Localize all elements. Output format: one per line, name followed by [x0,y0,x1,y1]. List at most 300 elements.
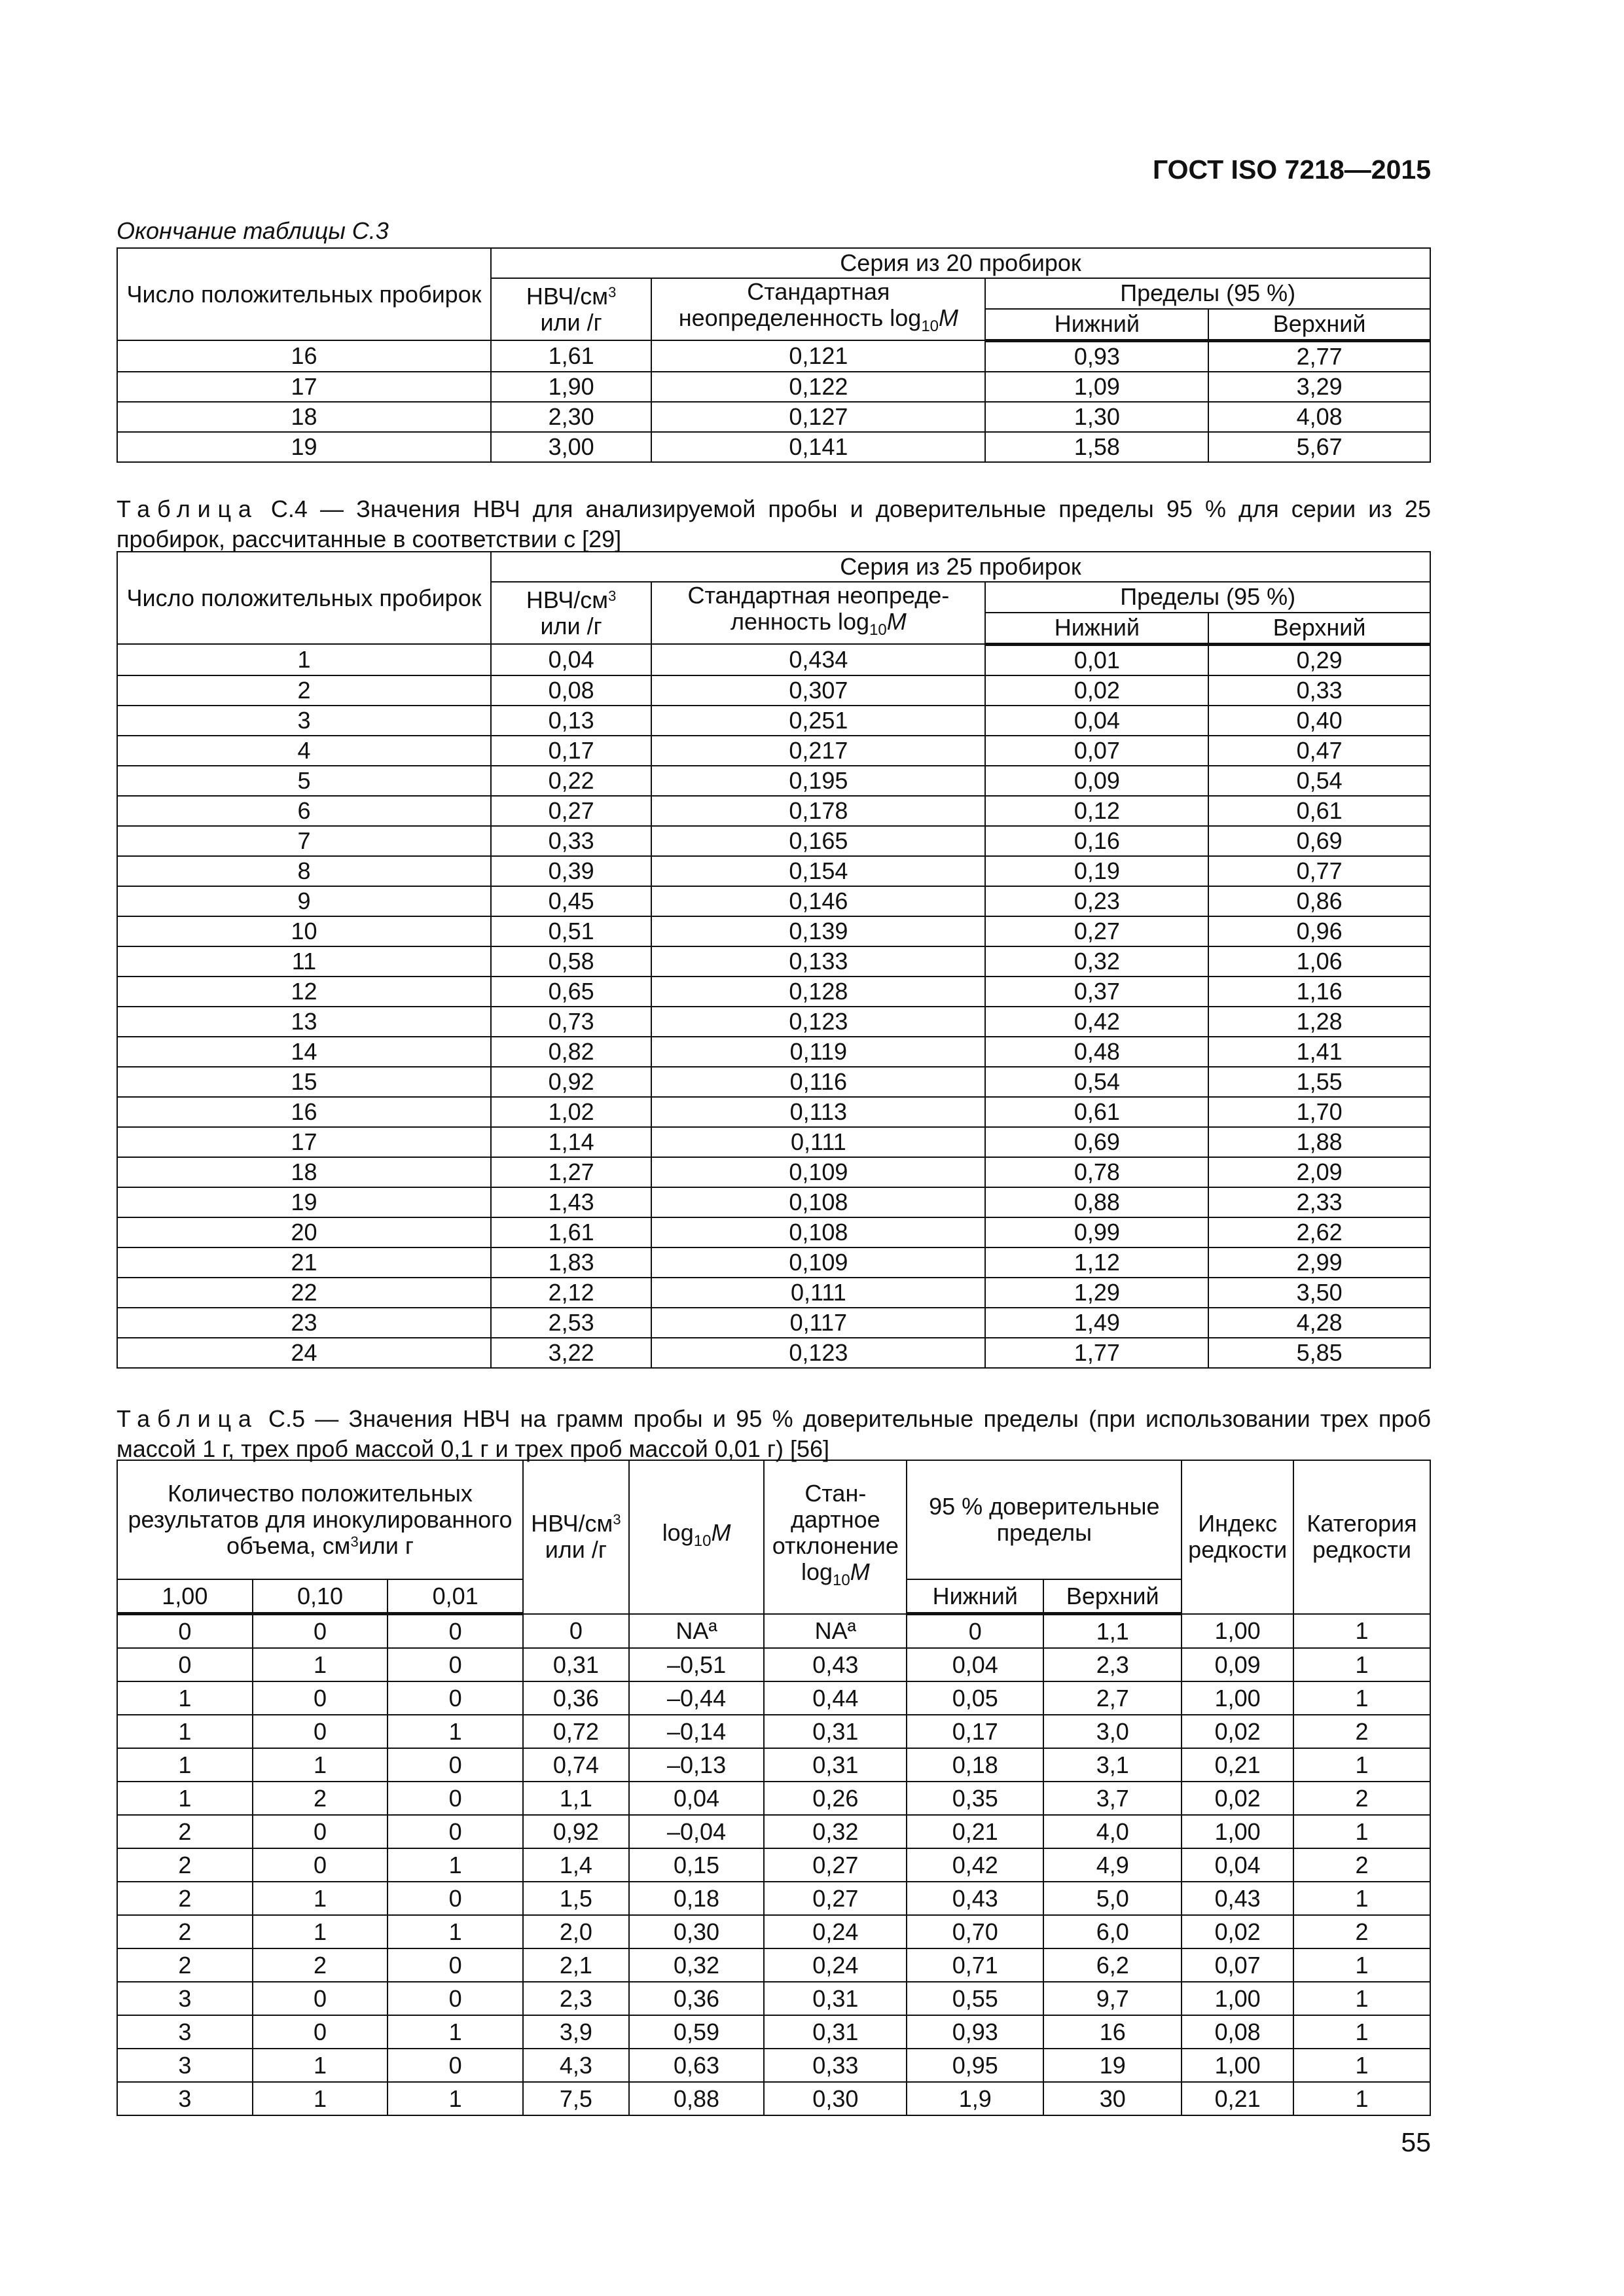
table-cell: 0 [253,1982,388,2015]
table-cell: 17 [117,372,491,402]
table-cell: 1,58 [985,432,1208,462]
table-row [117,1037,1430,1067]
table-cell: 0,24 [764,1915,907,1948]
table-cell: 2,1 [523,1948,629,1982]
table-cell: 0,70 [907,1915,1043,1948]
table-cell: 1,5 [523,1882,629,1915]
table-cell: 0,108 [651,1187,985,1217]
table-cell: 2,7 [1043,1681,1182,1715]
table-cell: 5,85 [1208,1338,1430,1368]
caption-word: Таблица [117,495,259,522]
table-cell: 1,14 [491,1127,651,1157]
table-cell: 19 [117,432,491,462]
table-cell: 1,12 [985,1247,1208,1278]
table-row [117,2082,1430,2115]
table-cell: 2,33 [1208,1187,1430,1217]
table-row [117,1187,1430,1217]
table-cell: 0,01 [985,644,1208,675]
table-cell: 7,5 [523,2082,629,2115]
table-cell: 0,47 [1208,736,1430,766]
table-cell: 0,108 [651,1217,985,1247]
table-cell: 2,30 [491,402,651,432]
header-positive-count: Количество положительных результатов для инокулированного объема, $см^3или$ г [117,1460,523,1579]
header-rarity-category: Категория редкости [1293,1460,1430,1614]
table-cell: 8 [117,856,491,886]
table-cell: 3,9 [523,2015,629,2049]
table-row [117,1247,1430,1278]
table-cell: 0,122 [651,372,985,402]
table-row [117,1681,1430,1715]
table-cell: 3,29 [1208,372,1430,402]
table-cell: 3,50 [1208,1278,1430,1308]
table-cell: 2,0 [523,1915,629,1948]
table-cell: 0,04 [1182,1848,1293,1882]
table-cell: 0,02 [1182,1715,1293,1748]
table-cell: 0,07 [985,736,1208,766]
table-cell: 17 [117,1127,491,1157]
table-cell: 0 [388,1681,523,1715]
table-c3 [117,247,1431,463]
table-cell: 0,45 [491,886,651,916]
table-cell: 2 [117,675,491,706]
table-cell: 1,90 [491,372,651,402]
table-cell: 2 [253,1948,388,1982]
table-cell: 0 [253,2015,388,2049]
table-cell: 0,27 [491,796,651,826]
table-cell: 6,2 [1043,1948,1182,1982]
table-cell: 0,123 [651,1007,985,1037]
table-cell: 0 [253,1815,388,1848]
table-cell: 1,29 [985,1278,1208,1308]
table-cell: 1 [1293,1748,1430,1782]
table-cell: 0,04 [907,1648,1043,1681]
table-row [117,675,1430,706]
table-cell: 3,0 [1043,1715,1182,1748]
table-cell: 0,154 [651,856,985,886]
table-cell: 1 [117,1681,253,1715]
table-cell: 0 [388,1748,523,1782]
table-row [117,856,1430,886]
table-cell: 0,133 [651,946,985,977]
table-cell: 0,128 [651,977,985,1007]
table-cell: 2 [1293,1782,1430,1815]
table-row [117,1097,1430,1127]
table-cell: 0,111 [651,1127,985,1157]
table-row [117,706,1430,736]
table-cell: 0,19 [985,856,1208,886]
table-cell: 19 [1043,2049,1182,2082]
table-cell: 4,3 [523,2049,629,2082]
table-cell: 11 [117,946,491,977]
table-cell: 22 [117,1278,491,1308]
table-cell: 0,117 [651,1308,985,1338]
table-cell: 1 [1293,1948,1430,1982]
table-cell: 0,33 [491,826,651,856]
table-cell: 2 [1293,1915,1430,1948]
table-cell: 0,09 [1182,1648,1293,1681]
table-cell: 0,116 [651,1067,985,1097]
header-lower: Нижний [907,1579,1043,1614]
table-cell: 0,146 [651,886,985,916]
table-cell: 30 [1043,2082,1182,2115]
table-row [117,1848,1430,1882]
table-cell: 1 [253,1648,388,1681]
table-cell: 0,40 [1208,706,1430,736]
table-cell: 1,27 [491,1157,651,1187]
header-mpn: НВЧ/$см^3$ или /г [491,582,651,644]
table-row [117,644,1430,675]
table-cell: 7 [117,826,491,856]
table-cell: 15 [117,1067,491,1097]
table-cell: 0,119 [651,1037,985,1067]
table-cell: –0,13 [629,1748,765,1782]
table-row [117,977,1430,1007]
table-cell: 1 [1293,1815,1430,1848]
table-cell: 0,88 [629,2082,765,2115]
table-cell: 2,77 [1208,340,1430,372]
table-cell: 1 [1293,1648,1430,1681]
header-mpn: НВЧ/$см^3$ или /г [523,1460,629,1614]
table-row [117,1157,1430,1187]
table-cell: 1,43 [491,1187,651,1217]
table-cell: 0,30 [629,1915,765,1948]
table-cell: 0,78 [985,1157,1208,1187]
table-cell: 0,73 [491,1007,651,1037]
table-cell: 0,33 [1208,675,1430,706]
table-cell: 0 [253,1848,388,1882]
table-cell: 0,109 [651,1157,985,1187]
table-cell: 1 [1293,2015,1430,2049]
table-cell: 0,21 [1182,2082,1293,2115]
table-cell: 0,69 [1208,826,1430,856]
table-cell: 0,18 [907,1748,1043,1782]
table-cell: 0,30 [764,2082,907,2115]
table-cell: 0,27 [764,1882,907,1915]
table-cell: 16 [117,340,491,372]
table-cell: 0,17 [491,736,651,766]
header-std-deviation: Стан-дартное отклонение $\log_{10}M$ [764,1460,907,1614]
table-cell: 1,00 [1182,1815,1293,1848]
table-row [117,1915,1430,1948]
table-row [117,1882,1430,1915]
table-cell: 1 [117,1748,253,1782]
table-cell: 1,70 [1208,1097,1430,1127]
table-cell: 2 [117,1815,253,1848]
table-cell: 0,63 [629,2049,765,2082]
table-cell: 0,42 [985,1007,1208,1037]
table-cell: 0,26 [764,1782,907,1815]
table-cell: 1,4 [523,1848,629,1882]
table-cell: 0,48 [985,1037,1208,1067]
table-cell: 0,434 [651,644,985,675]
table-row [117,766,1430,796]
table-cell: 0,32 [985,946,1208,977]
table-cell: 0 [388,1948,523,1982]
table-cell: 18 [117,402,491,432]
table-cell: 0,61 [985,1097,1208,1127]
table-row [117,1067,1430,1097]
table-cell: 2,53 [491,1308,651,1338]
table-cell: –0,14 [629,1715,765,1748]
table-cell: 10 [117,916,491,946]
table-cell: 3,22 [491,1338,651,1368]
table-cell: 1,61 [491,340,651,372]
table-cell: 21 [117,1247,491,1278]
table-cell: 14 [117,1037,491,1067]
table-cell: 2,3 [523,1982,629,2015]
table-row [117,796,1430,826]
caption-word: Таблица [117,1405,259,1432]
table-cell: 1 [388,1915,523,1948]
table-cell: 1,00 [1182,1982,1293,2015]
table-cell: 12 [117,977,491,1007]
table-cell: 0,09 [985,766,1208,796]
table-cell: 0,08 [1182,2015,1293,2049]
table-cell: 0,307 [651,675,985,706]
table-cell: 1 [388,1848,523,1882]
table-cell: 1,28 [1208,1007,1430,1037]
header-limits: Пределы (95 %) [985,278,1430,309]
table-row [117,340,1430,372]
table-cell: 1,41 [1208,1037,1430,1067]
table-row [117,1338,1430,1368]
header-limits: 95 % доверительные пределы [907,1460,1182,1579]
table-cell: 0,217 [651,736,985,766]
header-rarity-index: Индекс редкости [1182,1460,1293,1614]
table-cell: –0,04 [629,1815,765,1848]
table-cell: 0,02 [1182,1915,1293,1948]
table-cell: NAª [764,1614,907,1649]
table-cell: 0 [388,1815,523,1848]
table-cell: 0,54 [1208,766,1430,796]
header-lower: Нижний [985,613,1208,644]
table-cell: 4 [117,736,491,766]
table-cell: 0 [117,1614,253,1649]
table-cell: 1,83 [491,1247,651,1278]
table-c3-caption: Окончание таблицы С.3 [117,217,389,244]
page-number: 55 [1401,2127,1431,2157]
table-row [117,1982,1430,2015]
table-cell: 6,0 [1043,1915,1182,1948]
table-cell: 1 [253,2082,388,2115]
table-cell: 1,88 [1208,1127,1430,1157]
table-cell: 0,02 [1182,1782,1293,1815]
table-cell: 1,06 [1208,946,1430,977]
table-cell: 0 [388,1614,523,1649]
table-c4 [117,551,1431,1369]
table-row [117,736,1430,766]
table-cell: 0,29 [1208,644,1430,675]
table-c5-body [117,1614,1430,2116]
table-cell: 2 [1293,1848,1430,1882]
table-cell: 20 [117,1217,491,1247]
table-cell: 9,7 [1043,1982,1182,2015]
table-cell: 0,44 [764,1681,907,1715]
table-cell: 0,33 [764,2049,907,2082]
table-cell: NAª [629,1614,765,1649]
table-cell: 0,31 [764,1982,907,2015]
table-cell: 0,43 [764,1648,907,1681]
table-cell: 1,1 [1043,1614,1182,1649]
table-cell: 0 [388,1648,523,1681]
table-cell: 0 [253,1614,388,1649]
table-row [117,1948,1430,1982]
table-row [117,1748,1430,1782]
table-cell: 1 [253,1882,388,1915]
table-cell: 1 [117,644,491,675]
table-cell: 2,3 [1043,1648,1182,1681]
table-cell: 1,02 [491,1097,651,1127]
table-cell: 2 [1293,1715,1430,1748]
table-cell: 1 [388,2015,523,2049]
table-cell: 0,141 [651,432,985,462]
table-cell: 0,251 [651,706,985,736]
table-cell: 3,7 [1043,1782,1182,1815]
table-cell: –0,44 [629,1681,765,1715]
header-mpn: НВЧ/$см^3$ или /г [491,278,651,340]
table-cell: 4,08 [1208,402,1430,432]
table-cell: 0,178 [651,796,985,826]
table-cell: 0,82 [491,1037,651,1067]
table-cell: 1,16 [1208,977,1430,1007]
header-volume-1: 1,00 [117,1579,253,1614]
table-cell: 0,51 [491,916,651,946]
table-cell: 0,04 [985,706,1208,736]
table-row [117,916,1430,946]
table-cell: 6 [117,796,491,826]
table-cell: 5,0 [1043,1882,1182,1915]
table-cell: 0,43 [907,1882,1043,1915]
table-row [117,1614,1430,1649]
table-cell: 2,12 [491,1278,651,1308]
table-cell: 1 [117,1715,253,1748]
document-header: ГОСТ ISO 7218—2015 [1152,154,1431,185]
table-row [117,946,1430,977]
table-cell: 0,109 [651,1247,985,1278]
table-cell: 1 [388,1715,523,1748]
table-cell: 0,74 [523,1748,629,1782]
table-cell: 0,31 [764,2015,907,2049]
table-cell: 0 [253,1681,388,1715]
header-upper: Верхний [1208,613,1430,644]
table-cell: 0 [388,1882,523,1915]
table-row [117,2049,1430,2082]
table-cell: 4,28 [1208,1308,1430,1338]
table-row [117,432,1430,462]
header-upper: Верхний [1043,1579,1182,1614]
table-cell: 0 [907,1614,1043,1649]
table-cell: 0,22 [491,766,651,796]
table-row [117,826,1430,856]
table-cell: 0,93 [985,340,1208,372]
table-cell: 1 [1293,1982,1430,2015]
table-c4-body [117,644,1430,1368]
table-row [117,2015,1430,2049]
header-std-uncertainty: Стандартная неопределенность $\log_{10}M$ [651,278,985,340]
table-cell: 0,139 [651,916,985,946]
table-cell: 1,00 [1182,2049,1293,2082]
table-cell: 13 [117,1007,491,1037]
table-row [117,1715,1430,1748]
table-cell: 1,00 [1182,1614,1293,1649]
table-cell: 3,00 [491,432,651,462]
table-cell: 0,69 [985,1127,1208,1157]
table-cell: 1,61 [491,1217,651,1247]
table-row [117,1648,1430,1681]
table-row [117,1782,1430,1815]
table-cell: 0,95 [907,2049,1043,2082]
table-cell: 3 [117,2082,253,2115]
table-cell: 0,61 [1208,796,1430,826]
table-cell: 1 [1293,1614,1430,1649]
table-cell: 16 [1043,2015,1182,2049]
table-cell: 18 [117,1157,491,1187]
header-series: Серия из 25 пробирок [491,552,1430,582]
table-row [117,1127,1430,1157]
table-cell: 1 [1293,2049,1430,2082]
table-cell: 23 [117,1308,491,1338]
table-cell: 3 [117,2049,253,2082]
header-positive-tubes: Число положительных пробирок [117,552,491,644]
table-cell: 16 [117,1097,491,1127]
table-cell: 0,27 [985,916,1208,946]
table-cell: 2 [117,1882,253,1915]
table-cell: 0,37 [985,977,1208,1007]
table-cell: 0,08 [491,675,651,706]
table-cell: 1 [253,1915,388,1948]
table-cell: 0,36 [523,1681,629,1715]
table-cell: 0,111 [651,1278,985,1308]
table-cell: 0,92 [523,1815,629,1848]
table-cell: 0,05 [907,1681,1043,1715]
table-cell: 0,72 [523,1715,629,1748]
table-cell: 2 [117,1915,253,1948]
table-cell: 0,195 [651,766,985,796]
table-c3-body [117,340,1430,462]
table-cell: 3 [117,2015,253,2049]
table-cell: 0,43 [1182,1882,1293,1915]
table-cell: 0 [388,1782,523,1815]
table-cell: 0,36 [629,1982,765,2015]
table-cell: 0,121 [651,340,985,372]
table-cell: 2 [117,1848,253,1882]
table-cell: 3 [117,1982,253,2015]
table-cell: 1 [253,2049,388,2082]
header-limits: Пределы (95 %) [985,582,1430,613]
table-cell: 0,42 [907,1848,1043,1882]
table-cell: 1,00 [1182,1681,1293,1715]
table-cell: 0,31 [764,1748,907,1782]
header-volume-3: 0,01 [388,1579,523,1614]
table-cell: 0 [253,1715,388,1748]
table-cell: 2 [117,1948,253,1982]
table-cell: 0,27 [764,1848,907,1882]
table-cell: 1 [117,1782,253,1815]
table-cell: 0,02 [985,675,1208,706]
table-cell: 5 [117,766,491,796]
table-cell: 0,23 [985,886,1208,916]
table-cell: 1,77 [985,1338,1208,1368]
table-cell: 1 [1293,2082,1430,2115]
table-row [117,1815,1430,1848]
table-cell: 0,31 [764,1715,907,1748]
table-cell: 2,09 [1208,1157,1430,1187]
table-cell: 9 [117,886,491,916]
table-cell: 0,07 [1182,1948,1293,1982]
table-cell: 0,39 [491,856,651,886]
table-cell: 1 [253,1748,388,1782]
table-cell: 0,31 [523,1648,629,1681]
